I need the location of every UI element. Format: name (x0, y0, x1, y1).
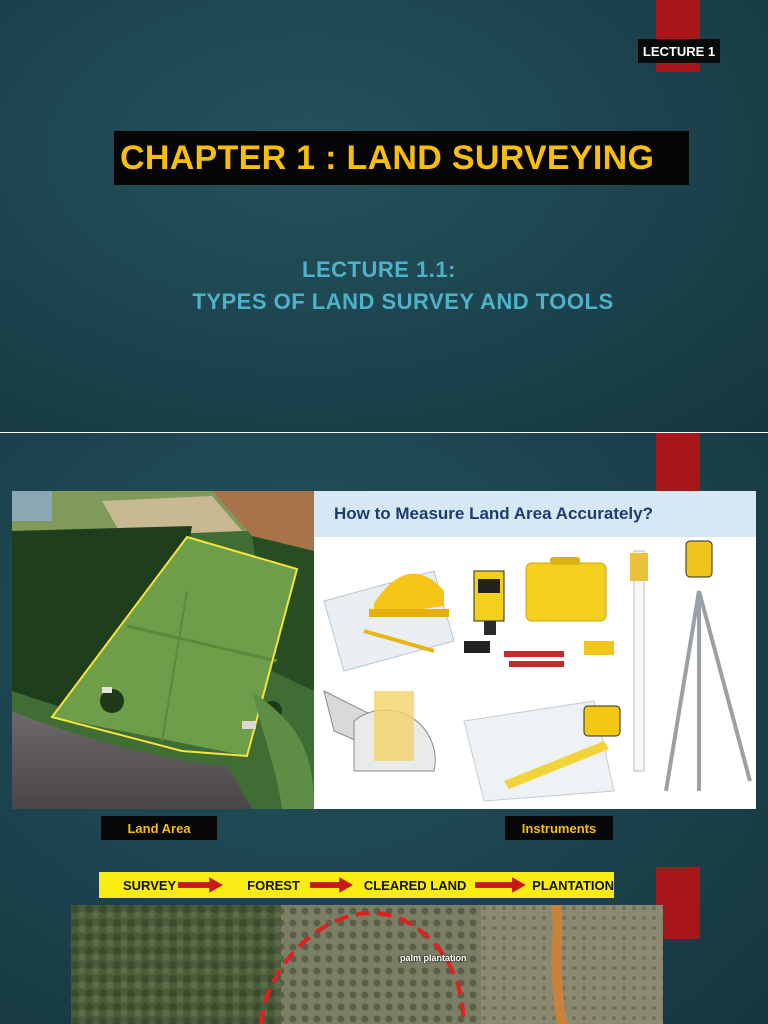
palm-plantation-label: palm plantation (400, 953, 467, 963)
aerial-plantation-photo (71, 905, 663, 1024)
land-area-photo (12, 491, 314, 809)
lecture-subtitle: LECTURE 1.1: (302, 257, 456, 282)
land-area-caption: Land Area (101, 816, 217, 840)
content-slide (0, 433, 768, 1024)
flow-step-forest: FOREST (247, 877, 300, 893)
arrow-right-icon (310, 877, 353, 893)
chapter-title: CHAPTER 1 : LAND SURVEYING (114, 131, 689, 185)
title-slide (0, 0, 768, 432)
instruments-heading: How to Measure Land Area Accurately? (314, 491, 756, 537)
aerial-plantation-illustration (71, 905, 663, 1024)
process-flow-bar (99, 872, 614, 898)
survey-instruments-illustration (314, 491, 756, 809)
flow-step-survey: SURVEY (123, 877, 177, 893)
land-area-illustration (12, 491, 314, 809)
instruments-photo (314, 491, 756, 809)
lecture-badge: LECTURE 1 (638, 39, 720, 63)
red-accent-tab (656, 433, 700, 491)
arrow-right-icon (475, 877, 526, 893)
instruments-caption: Instruments (505, 816, 613, 840)
arrow-right-icon (178, 877, 223, 893)
flow-step-plantation: PLANTATION (532, 877, 614, 893)
lecture-topic: TYPES OF LAND SURVEY AND TOOLS (192, 289, 614, 314)
flow-step-cleared-land: CLEARED LAND (363, 877, 467, 893)
